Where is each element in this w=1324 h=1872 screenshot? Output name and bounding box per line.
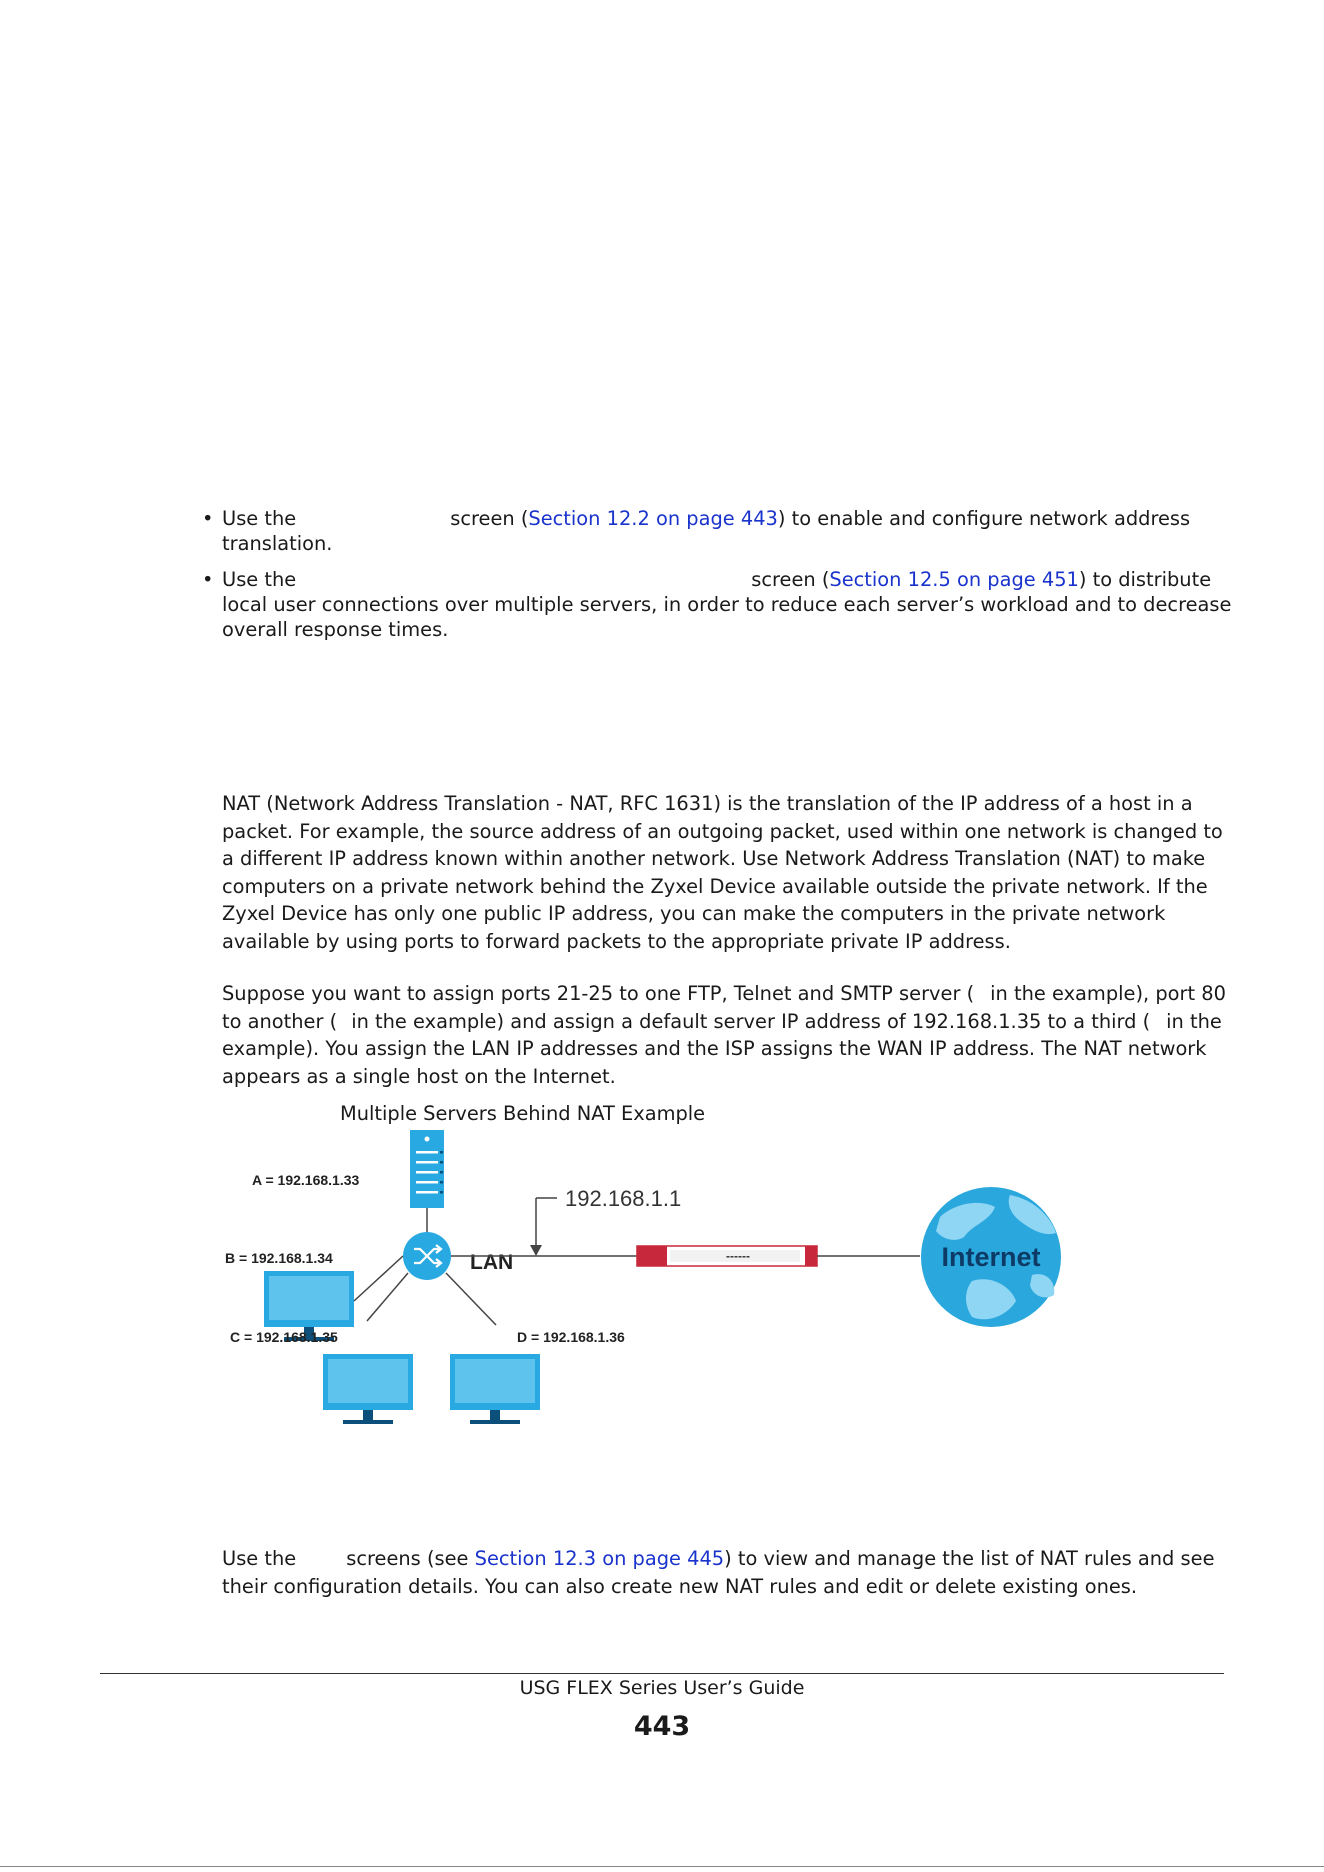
section-link-12-3[interactable]: Section 12.3 on page 445	[474, 1547, 725, 1570]
svg-text:------: ------	[726, 1249, 750, 1263]
nat-network-diagram	[220, 1125, 1070, 1445]
page-number: 443	[633, 1711, 691, 1742]
bullet-text: screen (	[751, 568, 830, 591]
bullet-lead: Use the	[222, 507, 297, 530]
label-host-a: A = 192.168.1.33	[252, 1172, 360, 1188]
figure-caption: Multiple Servers Behind NAT Example	[340, 1102, 706, 1125]
nat-definition-paragraph: NAT (Network Address Translation - NAT, RFC 1631) is the translation of the IP address of a host in a packet. For example, the source address of an outgoing packet, used within one network is changed to a different IP address known within another network. Use Network Address Translation (NAT) to make computers on a private network behind the Zyxel Device available outside the private network. If the Zyxel Device has only one public IP address, you can make the computers in the private network available by using ports to forward packets to the appropriate private IP address.	[222, 792, 1223, 953]
bullet-item-load-balancing	[202, 567, 1232, 642]
bullet-lead: Use the	[222, 568, 297, 591]
server-a-icon	[410, 1130, 444, 1208]
bottom-rule	[0, 1866, 1324, 1867]
label-host-d: D = 192.168.1.36	[517, 1329, 625, 1345]
internet-globe-icon	[921, 1187, 1061, 1327]
computer-d-icon	[450, 1354, 540, 1424]
bullet-text: ) to enable and configure network address translation.	[222, 507, 1191, 555]
computer-c-icon	[323, 1354, 413, 1424]
bullet-item-nat	[202, 506, 1232, 556]
bullet-dot: •	[202, 507, 214, 530]
label-host-c: C = 192.168.1.35	[230, 1329, 338, 1345]
internet-label: Internet	[941, 1242, 1041, 1272]
nat-screens-paragraph: Use the screens (see Section 12.3 on page 445) to view and manage the list of NAT rules and see their configuration details. You can also create new NAT rules and edit or delete existing ones.	[222, 1547, 1215, 1598]
lan-label: LAN	[470, 1251, 514, 1274]
bullet-text: screen (	[450, 507, 529, 530]
bullet-dot: •	[202, 568, 214, 591]
firewall-device-icon	[637, 1246, 817, 1266]
section-link-12-5[interactable]: Section 12.5 on page 451	[829, 568, 1079, 591]
section-link-12-2[interactable]: Section 12.2 on page 443	[528, 507, 778, 530]
footer-guide-title: USG FLEX Series User’s Guide	[519, 1677, 805, 1699]
port-assignment-paragraph: Suppose you want to assign ports 21-25 to one FTP, Telnet and SMTP server ( in the example), port 80 to another ( in the example) and assign a default server IP address of 192.168.1.35 to a third ( in the example). You assign the LAN IP addresses and the ISP assigns the WAN IP address. The NAT network appears as a single host on the Internet.	[222, 982, 1226, 1088]
bullet-text: ) to distribute local user connections over multiple servers, in order to reduce each server’s workload and to decrease overall response times.	[222, 568, 1232, 641]
label-host-b: B = 192.168.1.34	[225, 1250, 333, 1266]
lan-switch-icon	[403, 1232, 451, 1280]
gateway-ip-label: 192.168.1.1	[565, 1186, 682, 1211]
footer-rule	[100, 1673, 1224, 1674]
